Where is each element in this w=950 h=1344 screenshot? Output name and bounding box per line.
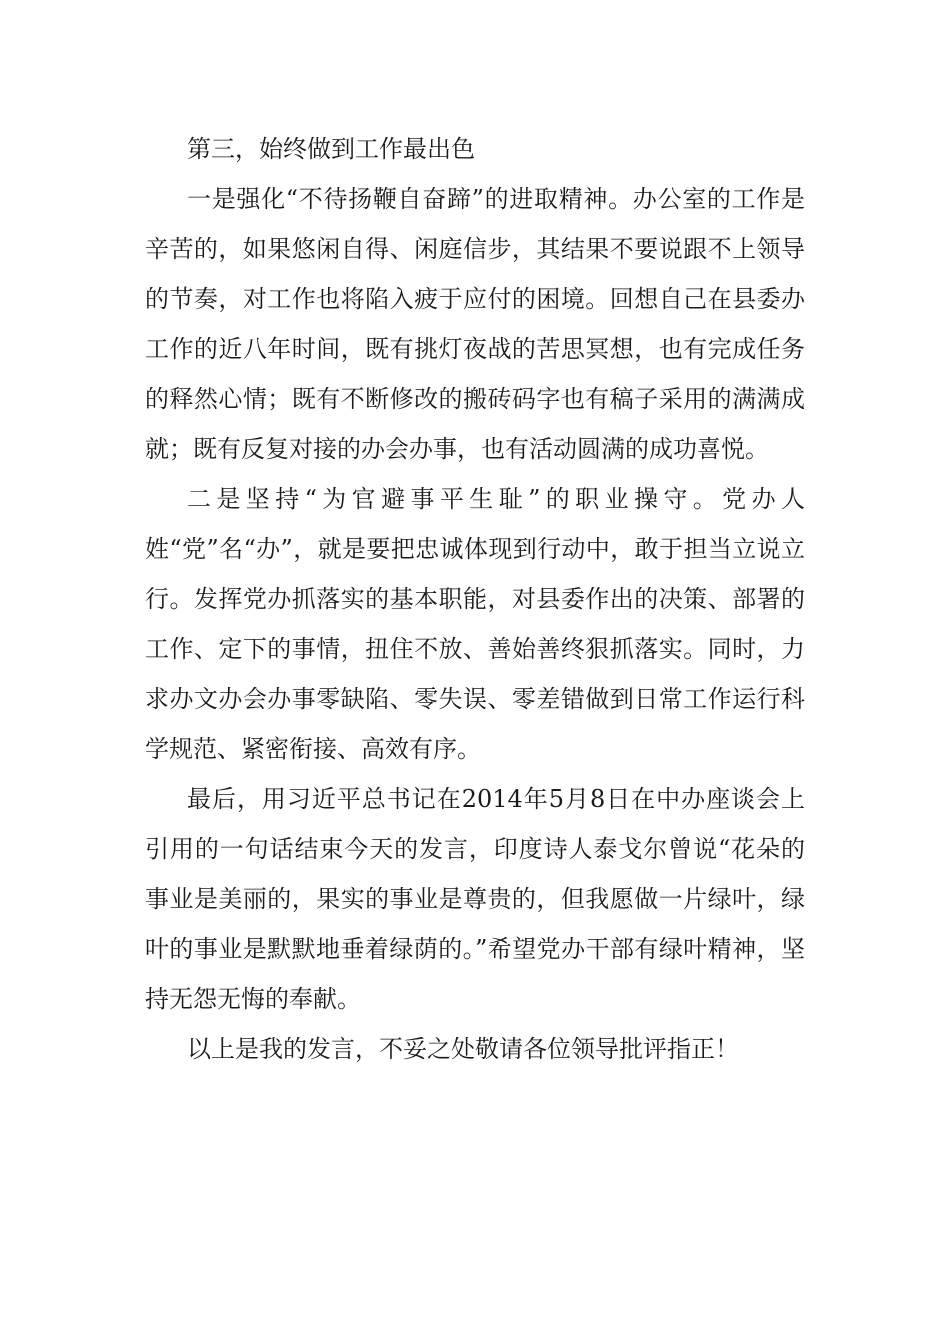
section-heading: 第三，始终做到工作最出色 — [187, 135, 475, 163]
paragraph-3: 最后，用习近平总书记在2014年5月8日在中办座谈会上引用的一句话结束今天的发言，印度诗人泰戈尔曾说“花朵的事业是美丽的，果实的事业是尊贵的，但我愿做一片绿叶，绿叶的事业是默默地垂着绿荫的。”希望党办干部有绿叶精神，坚持无怨无悔的奉献。 — [145, 785, 805, 1013]
document-body — [145, 124, 805, 1074]
paragraph-1: 一是强化“不待扬鞭自奋蹄”的进取精神。办公室的工作是辛苦的，如果悠闲自得、闲庭信步，其结果不要说跟不上领导的节奏，对工作也将陷入疲于应付的困境。回想自己在县委办工作的近八年时间，既有挑灯夜战的苦思冥想，也有完成任务的释然心情；既有不断修改的搬砖码字也有稿子采用的满满成就；既有反复对接的办会办事，也有活动圆满的成功喜悦。 — [145, 185, 805, 463]
paragraph-2: 二是坚持“为官避事平生耻”的职业操守。党办人姓“党”名“办”，就是要把忠诚体现到行动中，敢于担当立说立行。发挥党办抓落实的基本职能，对县委作出的决策、部署的工作、定下的事情，扭住不放、善始善终狠抓落实。同时，力求办文办会办事零缺陷、零失误、零差错做到日常工作运行科学规范、紧密衔接、高效有序。 — [145, 485, 805, 763]
paragraph-4: 以上是我的发言，不妥之处敬请各位领导批评指正！ — [187, 1035, 739, 1063]
